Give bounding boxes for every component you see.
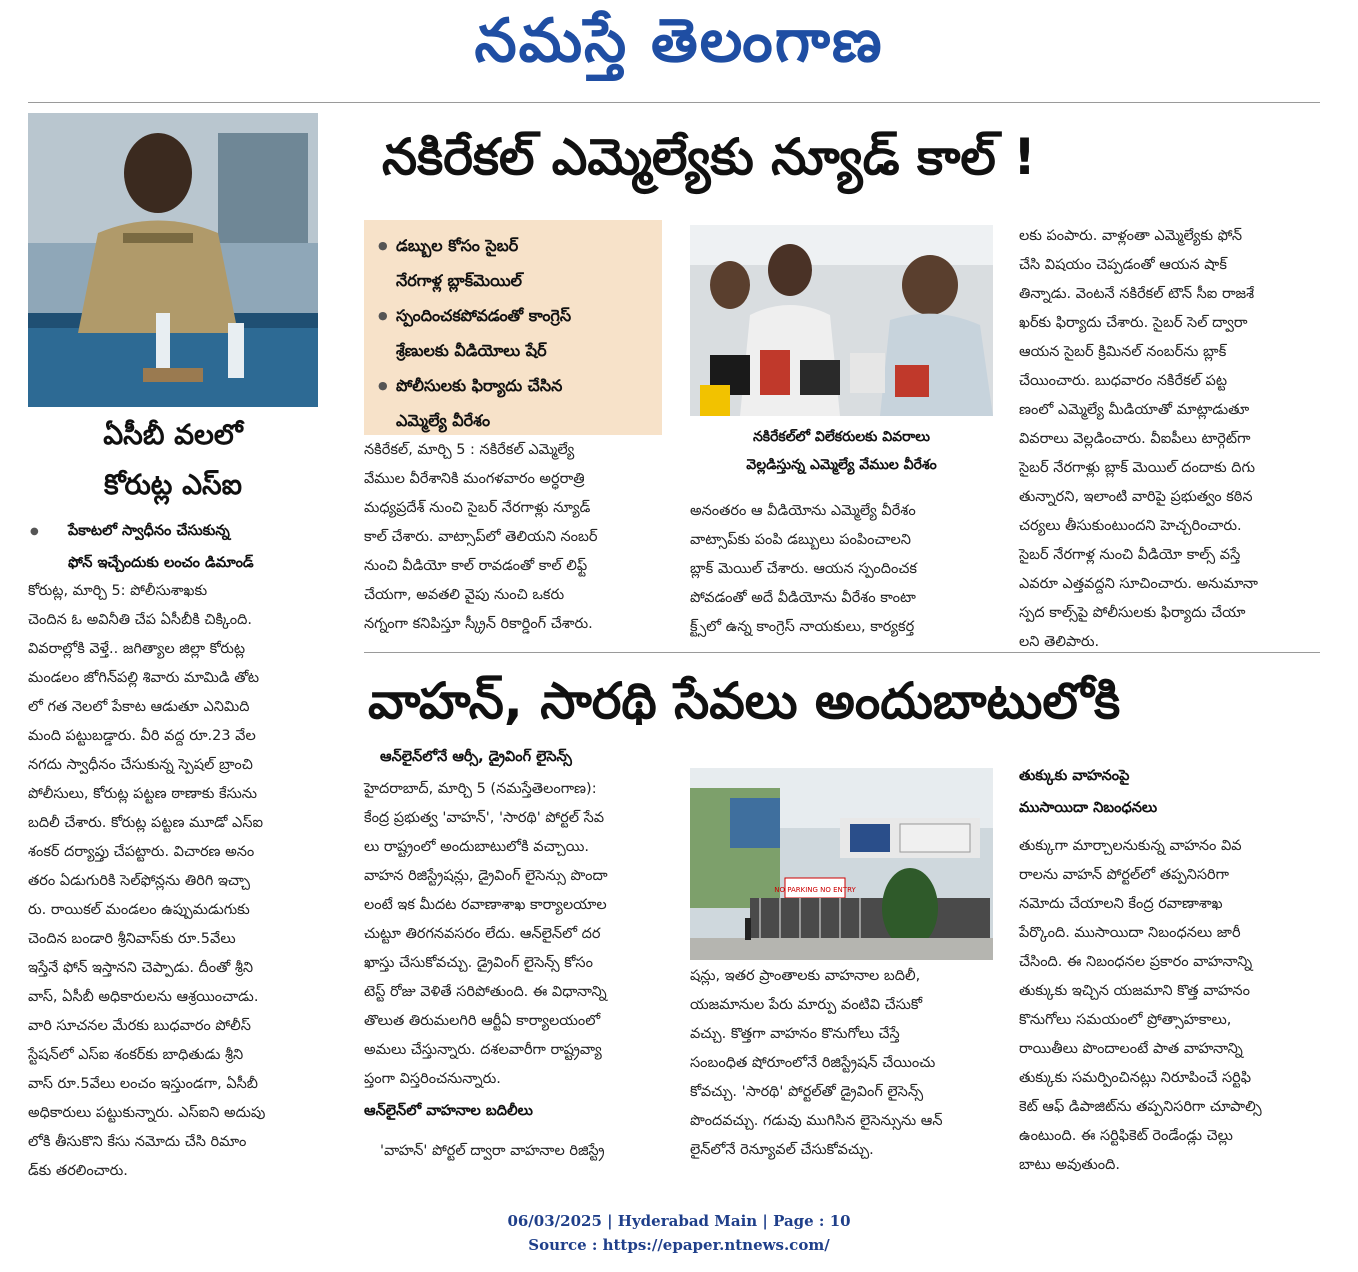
- text-line: చెందిన బండారి శ్రీనివాస్‌కు రూ.5వేలు: [28, 931, 236, 947]
- text-line: తుక్కుగా మార్చాలనుకున్న వాహనం వివ: [1019, 838, 1242, 854]
- text-line: యజమానుల పేరు మార్పు వంటివి చేసుకో: [690, 997, 923, 1013]
- section-rule: [364, 652, 1320, 653]
- top-story-column-1: [364, 436, 662, 639]
- text-line: వివరాలు వెల్లడించారు. వీఐపీలు టార్గెట్‌గా: [1019, 431, 1251, 447]
- text-line: వారి సూచనల మేరకు బుధవారం పోలీస్: [28, 1018, 251, 1034]
- text-line: తిన్నాడు. వెంటనే నకిరేకల్ టౌన్ సీఐ రాజశే: [1019, 286, 1255, 302]
- highlight-item-cont: ఎమ్మెల్యే వీరేశం: [396, 411, 491, 430]
- text-line: క్ట్స్‌లో ఉన్న కాంగ్రెస్ నాయకులు, కార్యకర్త: [690, 619, 915, 635]
- bottom-story-column-1: [364, 775, 664, 1094]
- text-line: లోకి తీసుకొని కేసు నమోదు చేసి రిమాం: [28, 1134, 247, 1150]
- text-line: నగదు స్వాధీనం చేసుకున్న స్పెషల్ బ్రాంచి: [28, 757, 253, 773]
- left-headline-line1: ఏసీబీ వలలో: [103, 418, 243, 451]
- highlight-item: ● పోలీసులకు ఫిర్యాదు చేసిన: [378, 368, 650, 403]
- bottom-story-headline: వాహన్, సారథి సేవలు అందుబాటులోకి: [368, 672, 1121, 730]
- text-line: తుక్కుకు ఇచ్చిన యజమాని కొత్త వాహనం: [1019, 983, 1250, 999]
- text-line: నకిరేకల్, మార్చి 5 : నకిరేకల్ ఎమ్మెల్యే: [364, 442, 575, 458]
- text-line: చేసి విషయం చెప్పడంతో ఆయన షాక్: [1019, 257, 1227, 273]
- text-line: అనంతరం ఆ వీడియోను ఎమ్మెల్యే వీరేశం: [690, 503, 916, 519]
- text-line: మధ్యప్రదేశ్ నుంచి సైబర్ నేరగాళ్లు న్యూడ్: [364, 500, 591, 516]
- police-officer-photo: [28, 113, 318, 407]
- text-line: టెస్ట్ రోజు వెళితే సరిపోతుంది. ఈ విధానాన్ని: [364, 984, 607, 1000]
- text-line: లైన్‌లోనే రెన్యూవల్ చేసుకోవచ్చు.: [690, 1142, 874, 1158]
- text-line: ఉంటుంది. ఈ సర్టిఫికెట్ రెండేండ్లు చెల్లు: [1019, 1128, 1233, 1144]
- text-line: వాస్, ఏసీబీ అధికారులను ఆశ్రయించాడు.: [28, 989, 259, 1005]
- masthead: నమస్తే తెలంగాణ: [474, 6, 884, 76]
- text-line: డ్‌కు తరలించారు.: [28, 1163, 128, 1179]
- top-story-column-2: [690, 497, 993, 642]
- top-story-column-3: [1019, 222, 1320, 657]
- text-line: లని తెలిపారు.: [1019, 634, 1100, 650]
- rta-office-photo: [690, 768, 993, 960]
- bottom-story-column-3: [1019, 832, 1320, 1180]
- text-line: షన్లు, ఇతర ప్రాంతాలకు వాహనాల బదిలీ,: [690, 968, 921, 984]
- left-headline-line2: కోరుట్ల ఎస్ఐ: [103, 468, 243, 501]
- text-line: చర్యలు తీసుకుంటుందని హెచ్చరించారు.: [1019, 518, 1242, 534]
- text-line: తుక్కుకు సమర్పించినట్లు నిరూపించే సర్టిఫి: [1019, 1070, 1252, 1086]
- text-line: లంటే ఇక మీదట రవాణాశాఖ కార్యాలయాల: [364, 897, 607, 913]
- text-line: తరం ఏడుగురికి సెల్‌ఫోన్లను తిరిగి ఇచ్చా: [28, 873, 251, 889]
- text-line: ప్తంగా విస్తరించనున్నారు.: [364, 1071, 501, 1087]
- text-line: నగ్నంగా కనిపిస్తూ స్క్రీన్ రికార్డింగ్ చేశారు.: [364, 616, 593, 632]
- text-line: నమోదు చేయాలని కేంద్ర రవాణాశాఖ: [1019, 896, 1223, 912]
- text-line: కొనుగోలు సమయంలో ప్రోత్సాహకాలు,: [1019, 1012, 1232, 1028]
- highlight-item-cont: నేరగాళ్ల బ్లాక్‌మెయిల్: [396, 271, 522, 290]
- text-line: శంకర్ దర్యాప్తు చేపట్టారు. విచారణ అనం: [28, 844, 255, 860]
- highlight-item: ● డబ్బుల కోసం సైబర్: [378, 228, 650, 263]
- top-story-highlights: [364, 220, 662, 435]
- text-line: ఆయన సైబర్ క్రిమినల్ నంబర్‌ను బ్లాక్: [1019, 344, 1227, 360]
- bullet-dot: ●: [30, 526, 39, 537]
- highlight-item-cont: శ్రేణులకు వీడియోలు షేర్: [396, 341, 547, 360]
- bottom-subhead-2: ఆన్‌లైన్‌లో వాహనాల బదిలీలు: [364, 1103, 533, 1119]
- text-line: వేముల వీరేశానికి మంగళవారం అర్ధరాత్రి: [364, 471, 585, 487]
- text-line: వచ్చు. కొత్తగా వాహనం కొనుగోలు చేస్తే: [690, 1026, 900, 1042]
- bottom-subhead: ఆన్‌లైన్‌లోనే ఆర్సీ, డ్రైవింగ్ లైసెన్స్: [380, 749, 572, 765]
- text-line: స్టేషన్‌లో ఎస్ఐ శంకర్‌కు బాధితుడు శ్రీని: [28, 1047, 244, 1063]
- text-line: లు రాష్ట్రంలో అందుబాటులోకి వచ్చాయి.: [364, 839, 590, 855]
- text-line: స్పద కాల్స్‌పై పోలీసులకు ఫిర్యాదు చేయా: [1019, 605, 1246, 621]
- bottom-story-column-2: [690, 962, 993, 1165]
- text-line: చేసింది. ఈ నిబంధనల ప్రకారం వాహనాన్ని: [1019, 954, 1253, 970]
- text-line: రాలను వాహన్ పోర్టల్‌లో తప్పనిసరిగా: [1019, 867, 1229, 883]
- text-line: ఇస్తేనే ఫోన్ ఇస్తానని చెప్పాడు. దీంతో శ్రీని: [28, 960, 254, 976]
- text-line: బాటు అవుతుంది.: [1019, 1157, 1120, 1173]
- text-line: ఎవరూ ఎత్తవద్దని సూచించారు. అనుమానా: [1019, 576, 1258, 592]
- text-line: కేంద్ర ప్రభుత్వ 'వాహన్', 'సారథి' పోర్టల్ సేవ: [364, 810, 605, 826]
- text-line: ణంలో ఎమ్మెల్యే మీడియాతో మాట్లాడుతూ: [1019, 402, 1250, 418]
- bottom-col3-subhead-line2: ముసాయిదా నిబంధనలు: [1019, 800, 1158, 816]
- text-line: వాస్ రూ.5వేలు లంచం ఇస్తుండగా, ఏసీబీ: [28, 1076, 258, 1092]
- text-line: లకు పంపారు. వాళ్లంతా ఎమ్మెల్యేకు ఫోన్: [1019, 228, 1243, 244]
- text-line: సైబర్ నేరగాళ్ల నుంచి వీడియో కాల్స్ వస్తే: [1019, 547, 1241, 563]
- text-line: పొందవచ్చు. గడువు ముగిసిన లైసెన్సును ఆన్: [690, 1113, 943, 1129]
- text-line: అమలు చేస్తున్నారు. దశలవారీగా రాష్ట్రవ్యా: [364, 1042, 602, 1058]
- text-line: రు. రాయికల్ మండలం ఉప్పుమడుగుకు: [28, 902, 250, 918]
- footer-date-page: 06/03/2025 | Hyderabad Main | Page : 10: [507, 1212, 851, 1230]
- text-line: మండలం జోగిన్‌పల్లి శివారు మామిడి తోట: [28, 670, 260, 686]
- text-line: తొలుత తిరుమలగిరి ఆర్టీఏ కార్యాలయంలో: [364, 1013, 601, 1029]
- text-line: తున్నారని, ఇలాంటి వారిపై ప్రభుత్వం కఠిన: [1019, 489, 1253, 505]
- photo-caption-line2: వెల్లడిస్తున్న ఎమ్మెల్యే వేముల వీరేశం: [746, 457, 937, 473]
- text-line: సంబంధిత షోరూంలోనే రిజిస్ట్రేషన్ చేయించు: [690, 1055, 936, 1071]
- text-line: కెట్ ఆఫ్ డిపాజిట్‌ను తప్పనిసరిగా చూపాల్సి: [1019, 1099, 1262, 1115]
- text-line: చేయగా, అవతలి వైపు నుంచి ఒకరు: [364, 587, 565, 603]
- footer-source: Source : https://epaper.ntnews.com/: [528, 1236, 830, 1254]
- text-line: హైదరాబాద్, మార్చి 5 (నమస్తేతెలంగాణ):: [364, 781, 597, 797]
- photo-caption-line1: నకిరేకల్‌లో విలేకరులకు వివరాలు: [752, 429, 931, 445]
- highlight-item: ● స్పందించకపోవడంతో కాంగ్రెస్: [378, 298, 650, 333]
- text-line: పోలీసులు, కోరుట్ల పట్టణ ఠాణాకు కేసును: [28, 786, 257, 802]
- masthead-rule: [28, 102, 1320, 103]
- text-line: వాట్సాప్‌కు పంపి డబ్బులు పంపించాలని: [690, 532, 911, 548]
- text-line: పోవడంతో అదే వీడియోను వీరేశం కాంటా: [690, 590, 916, 606]
- text-line: కోవచ్చు. 'సారథి' పోర్టల్‌తో డ్రైవింగ్ లైసెన్స్: [690, 1084, 924, 1100]
- text-line: వాహన రిజిస్ట్రేషన్లు, డ్రైవింగ్ లైసెన్సు పొందా: [364, 868, 608, 884]
- text-line: ఖర్‌కు ఫిర్యాదు చేశారు. సైబర్ సెల్ ద్వారా: [1019, 315, 1248, 331]
- no-parking-sign: NO PARKING NO ENTRY: [774, 886, 856, 894]
- text-line: వివరాల్లోకి వెళ్తే.. జగిత్యాల జిల్లా కోరుట్ల: [28, 641, 246, 657]
- text-line: రాయితీలు పొందాలంటే పాత వాహనాన్ని: [1019, 1041, 1243, 1057]
- text-line: కోరుట్ల, మార్చి 5: పోలీసుశాఖకు: [28, 583, 208, 599]
- text-line: ఖాస్తు చేసుకోవచ్చు. డ్రైవింగ్ లైసెన్స్ కోసం: [364, 955, 593, 971]
- left-story-body: [28, 577, 318, 1186]
- text-line: మంది పట్టుబడ్డారు. వీరి వద్ద రూ.23 వేల: [28, 728, 256, 744]
- text-line: లో గత నెలలో పేకాట ఆడుతూ ఎనిమిది: [28, 699, 250, 715]
- text-line: చుట్టూ తిరగనవసరం లేదు. ఆన్‌లైన్‌లో దర: [364, 926, 601, 942]
- bottom-col3-subhead-line1: తుక్కుకు వాహనంపై: [1019, 768, 1130, 784]
- text-line: సైబర్ నేరగాళ్లు బ్లాక్ మెయిల్ దందాకు దిగు: [1019, 460, 1255, 476]
- text-line: నుంచి వీడియో కాల్ రావడంతో కాల్ లిఫ్ట్: [364, 558, 588, 574]
- text-line: అధికారులు పట్టుకున్నారు. ఎస్ఐని అదుపు: [28, 1105, 266, 1121]
- text-line: కాల్ చేశారు. వాట్సాప్‌లో తెలియని నంబర్: [364, 529, 598, 545]
- text-line: బ్లాక్ మెయిల్ చేశారు. ఆయన స్పందించక: [690, 561, 917, 577]
- text-line: బదిలీ చేశారు. కోరుట్ల పట్టణ మూడో ఎస్ఐ: [28, 815, 264, 831]
- top-story-headline: నకిరేకల్ ఎమ్మెల్యేకు న్యూడ్ కాల్ !: [382, 128, 1036, 186]
- text-line: చెందిన ఓ అవినీతి చేప ఏసీబీకి చిక్కింది.: [28, 612, 252, 628]
- bottom-col1-tail: 'వాహన్' పోర్టల్ ద్వారా వాహనాల రిజిస్ట్రే: [380, 1143, 605, 1159]
- mla-press-photo: [690, 225, 993, 416]
- left-bullet-line1: పేకాటలో స్వాధీనం చేసుకున్న: [68, 523, 230, 539]
- text-line: పేర్కొంది. ముసాయిదా నిబంధనలు జారీ: [1019, 925, 1241, 941]
- left-bullet-line2: ఫోన్ ఇచ్చేందుకు లంచం డిమాండ్: [68, 555, 254, 571]
- text-line: చేయించారు. బుధవారం నకిరేకల్ పట్ట: [1019, 373, 1228, 389]
